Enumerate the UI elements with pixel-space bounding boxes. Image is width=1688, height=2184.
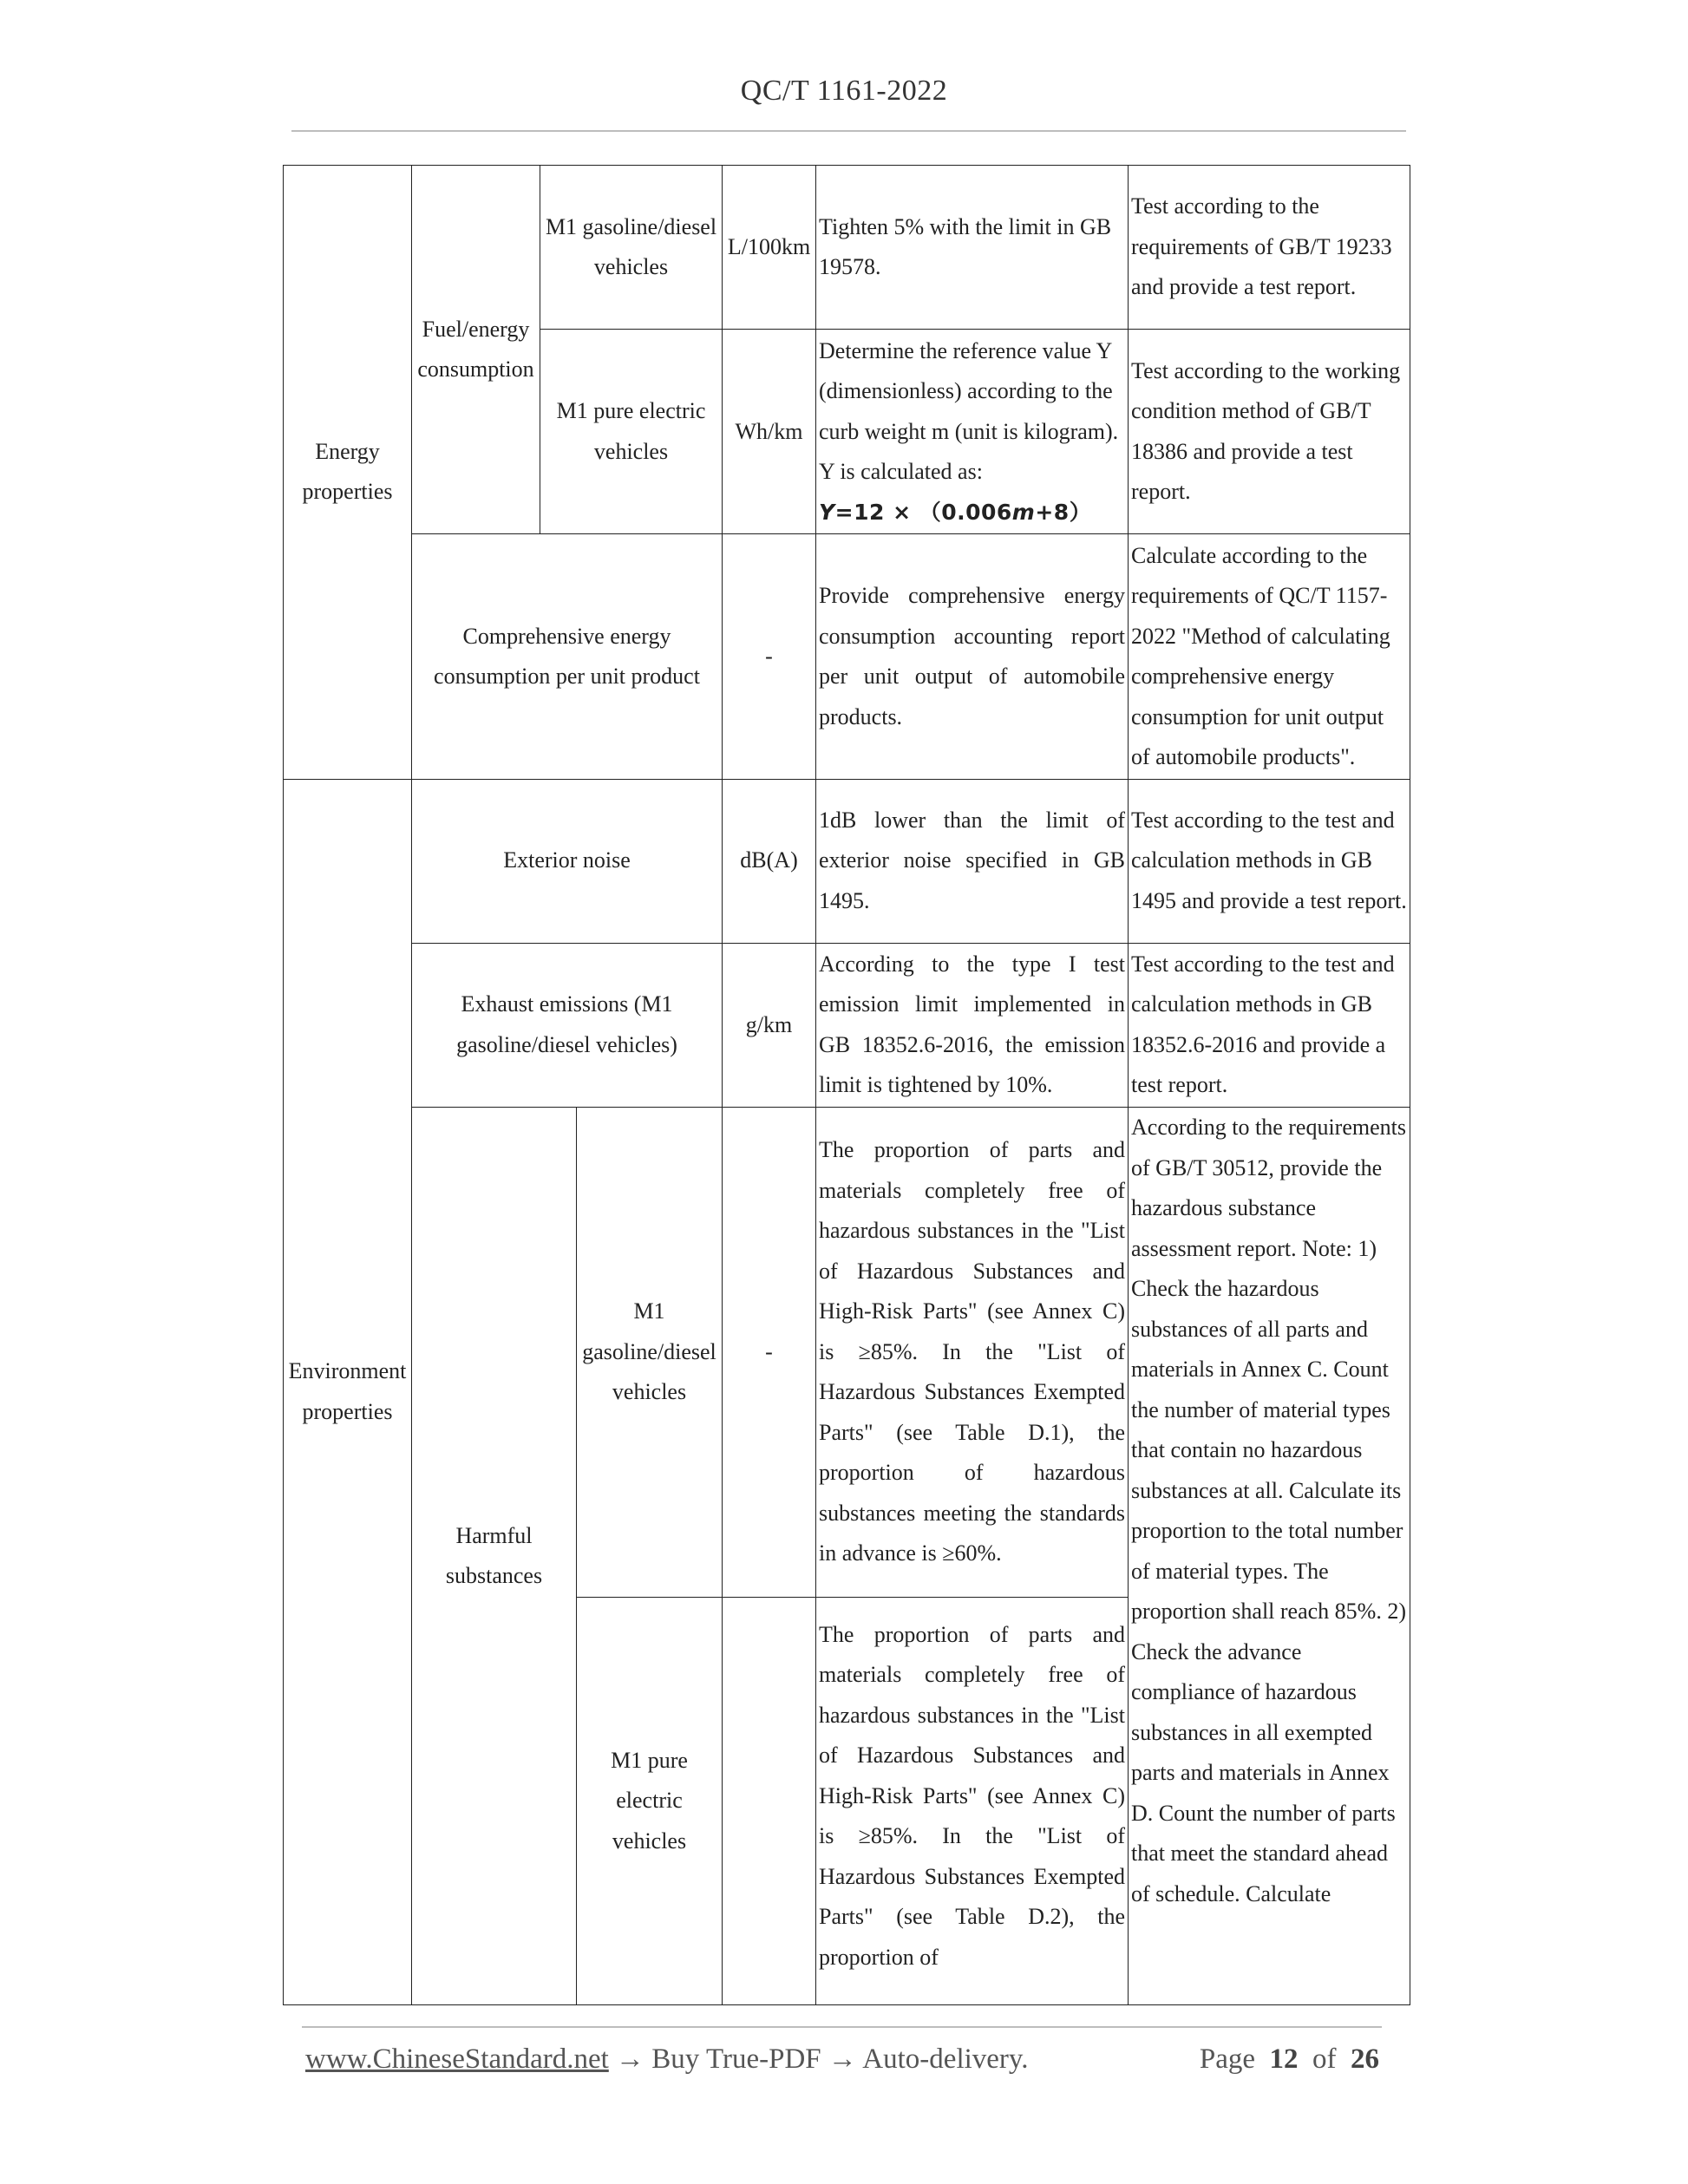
unit-dba: dB(A) xyxy=(723,779,816,943)
unit-harmful-electric xyxy=(723,1597,816,2004)
requirement-electric xyxy=(816,330,1129,534)
unit-g-km: g/km xyxy=(723,943,816,1107)
unit-comprehensive: - xyxy=(723,534,816,779)
requirements-table xyxy=(283,165,1410,2005)
current-page-number: 12 xyxy=(1269,2043,1299,2075)
item-harmful-substances: Harmful substances xyxy=(412,1108,577,2005)
requirement-noise: 1dB lower than the limit of exterior noise specified in GB 1495. xyxy=(816,779,1129,943)
requirement-comprehensive: Provide comprehensive energy consumption accounting report per unit output of automobile products. xyxy=(816,534,1129,779)
of-label: of xyxy=(1312,2043,1337,2075)
page-header-title: QC/T 1161-2022 xyxy=(740,75,948,107)
item-exterior-noise: Exterior noise xyxy=(412,779,723,943)
formula-y: Y=12 × （0.006m+8） xyxy=(819,499,1092,525)
method-comprehensive: Calculate according to the requirements of QC/T 1157-2022 "Method of calculating comprehensive energy consumption for unit output of automobile products". xyxy=(1129,534,1410,779)
item-fuel-energy-consumption: Fuel/energy consumption xyxy=(412,166,540,534)
method-exhaust: Test according to the test and calculation methods in GB 18352.6-2016 and provide a test report. xyxy=(1129,943,1410,1107)
unit-harmful: - xyxy=(723,1108,816,1598)
requirement-harmful-electric: The proportion of parts and materials completely free of hazardous substances in the "List of Hazardous Substances and High-Risk Parts" (see Annex C) is ≥85%. In the "List of Hazardous Substances Exempted Parts" (see Table D.2), the proportion of xyxy=(816,1597,1129,2004)
table-row xyxy=(284,166,1410,330)
method-noise: Test according to the test and calculation methods in GB 1495 and provide a test report. xyxy=(1129,779,1410,943)
table-row xyxy=(284,534,1410,779)
total-pages: 26 xyxy=(1351,2043,1379,2075)
method-electric: Test according to the working condition method of GB/T 18386 and provide a test report. xyxy=(1129,330,1410,534)
table-row xyxy=(284,1108,1410,1598)
footer-divider xyxy=(302,2026,1382,2028)
method-harmful: According to the requirements of GB/T 30512, provide the hazardous substance assessment report. Note: 1) Check the hazardous substances of all parts and materials in Annex C. Count the number of material types that contain no hazardous substances at all. Calculate its proportion to the total number of material types. The proportion shall reach 85%. 2) Check the advance compliance of hazardous substances in all exempted parts and materials in Annex D. Count the number of parts that meet the standard ahead of schedule. Calculate xyxy=(1129,1108,1410,2005)
item-exhaust-emissions: Exhaust emissions (M1 gasoline/diesel vehicles) xyxy=(412,943,723,1107)
requirement-exhaust: According to the type I test emission limit implemented in GB 18352.6-2016, the emission limit is tightened by 10%. xyxy=(816,943,1129,1107)
requirement-electric-text: Determine the reference value Y (dimensionless) according to the curb weight m (unit is kilogram). Y is calculated as: xyxy=(819,337,1119,485)
subitem-m1-pure-electric: M1 pure electric vehicles xyxy=(540,330,723,534)
table-row xyxy=(284,943,1410,1107)
unit-l-100km: L/100km xyxy=(723,166,816,330)
method-fuel: Test according to the requirements of GB/T 19233 and provide a test report. xyxy=(1129,166,1410,330)
footer-tagline: → Buy True-PDF → Auto-delivery. xyxy=(608,2043,1029,2075)
footer-site-link[interactable]: www.ChineseStandard.net xyxy=(305,2043,609,2075)
requirement-harmful-gasoline: The proportion of parts and materials completely free of hazardous substances in the "List of Hazardous Substances and High-Risk Parts" (see Annex C) is ≥85%. In the "List of Hazardous Substances Exempted Parts" (see Table D.1), the proportion of hazardous substances meeting the standards in advance is ≥60%. xyxy=(816,1108,1129,1598)
requirement-fuel: Tighten 5% with the limit in GB 19578. xyxy=(816,166,1129,330)
category-energy-properties: Energy properties xyxy=(284,166,412,780)
item-comprehensive-energy: Comprehensive energy consumption per unit product xyxy=(412,534,723,779)
page-label: Page xyxy=(1199,2043,1255,2075)
table-row xyxy=(284,779,1410,943)
page-indicator xyxy=(1200,2043,1379,2076)
unit-wh-km: Wh/km xyxy=(723,330,816,534)
category-environment-properties: Environment properties xyxy=(284,779,412,2004)
subitem-harmful-m1-electric: M1 pure electric vehicles xyxy=(577,1597,723,2004)
subitem-m1-gasoline-diesel: M1 gasoline/diesel vehicles xyxy=(540,166,723,330)
subitem-harmful-m1-gasoline: M1 gasoline/diesel vehicles xyxy=(577,1108,723,1598)
header-divider xyxy=(291,130,1406,132)
footer-left xyxy=(305,2043,1029,2076)
